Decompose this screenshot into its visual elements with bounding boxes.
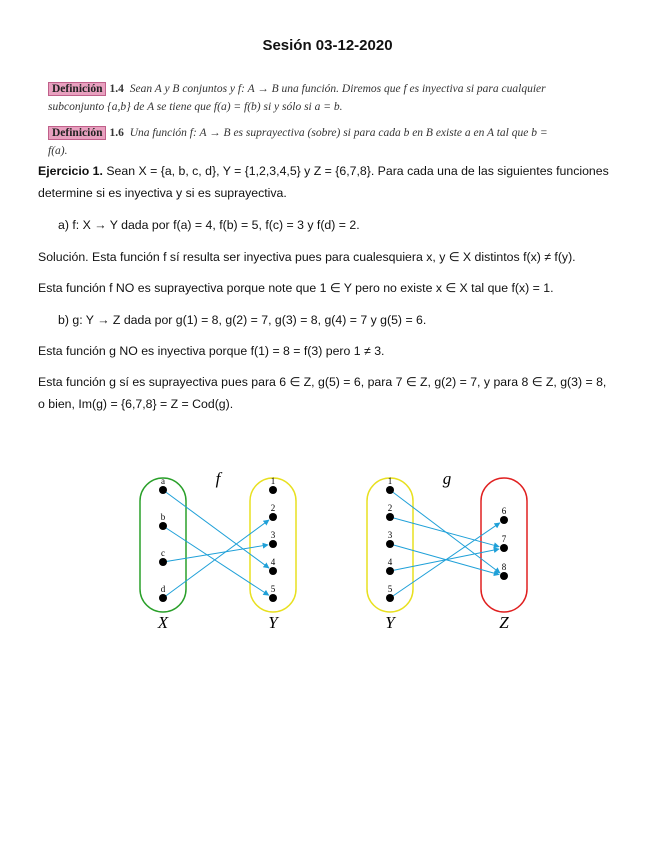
diagram-g-codomain-point-6: [500, 516, 508, 524]
diagram-f-codomain-label-2: 2: [270, 503, 276, 513]
diagram-g-domain-label-4: 4: [387, 557, 393, 567]
diagram-f-domain-set-label: X: [157, 613, 169, 632]
diagram-g-domain-label-1: 1: [387, 476, 393, 486]
diagram-f-domain-label-d: d: [160, 584, 166, 594]
definition-badge: Definición: [48, 82, 106, 96]
diagram-g-domain-label-3: 3: [387, 530, 393, 540]
definition-text-line2: f(a).: [48, 145, 68, 157]
exercise-intro-line1: Sean X = {a, b, c, d}, Y = {1,2,3,4,5} y Z = {6,7,8}. Para cada una de las siguientes funciones: [106, 164, 609, 178]
definition-text-line1: Sean A y B conjuntos y f: A → B una función. Diremos que f es inyectiva si para cualquier: [129, 83, 546, 95]
solution-b-injective: Esta función g NO es inyectiva porque f(1) = 8 = f(3) pero 1 ≠ 3.: [38, 344, 385, 358]
definition-text-line2: subconjunto {a,b} de A se tiene que f(a) = f(b) si y sólo si a = b.: [48, 101, 343, 113]
diagram-g-codomain-point-8: [500, 572, 508, 580]
diagram-g-codomain-label-8: 8: [501, 562, 507, 572]
solution-b-line2: o bien, Im(g) = {6,7,8} = Z = Cod(g).: [38, 397, 234, 411]
diagram-g-domain-point-2: [386, 513, 394, 521]
diagram-f-domain-point-b: [159, 522, 167, 530]
diagram-g-domain-point-4: [386, 567, 394, 575]
diagram-g-domain-point-5: [386, 594, 394, 602]
exercise-item-b: b) g: Y → Z dada por g(1) = 8, g(2) = 7, g(3) = 8, g(4) = 7 y g(5) = 6.: [58, 313, 427, 327]
diagram-g-domain-point-3: [386, 540, 394, 548]
exercise-intro-line2: determine si es inyectiva y si es suprayectiva.: [38, 186, 287, 200]
diagram-g-codomain-point-7: [500, 544, 508, 552]
diagram-f-codomain-point-3: [269, 540, 277, 548]
definition-number: 1.4: [109, 83, 124, 95]
diagram-f-codomain-point-5: [269, 594, 277, 602]
exercise-label: Ejercicio 1.: [38, 164, 103, 178]
diagram-f-domain-point-c: [159, 558, 167, 566]
diagram-f-domain-label-c: c: [161, 548, 165, 558]
exercise-item-a: a) f: X → Y dada por f(a) = 4, f(b) = 5, f(c) = 3 y f(d) = 2.: [58, 218, 360, 232]
diagram-g-arrow-2-to-7: [387, 517, 499, 547]
diagram-g-arrow-3-to-8: [387, 544, 499, 575]
diagram-f-codomain-label-5: 5: [270, 584, 276, 594]
diagram-g-domain-label-2: 2: [387, 503, 393, 513]
diagram-f-codomain-label-3: 3: [270, 530, 276, 540]
diagram-f-domain-label-a: a: [161, 476, 165, 486]
diagram-f-codomain-label-1: 1: [270, 476, 276, 486]
diagram-g-title: g: [442, 469, 452, 488]
diagram-g-codomain-label-7: 7: [501, 534, 507, 544]
diagram-g-codomain-label-6: 6: [501, 506, 507, 516]
diagram-g-domain-label-5: 5: [387, 584, 393, 594]
page-title: Sesión 03-12-2020: [262, 37, 393, 54]
diagram-f-domain-point-d: [159, 594, 167, 602]
definition-text-line1: Una función f: A → B es suprayectiva (sobre) si para cada b en B existe a en A tal que b =: [129, 127, 548, 139]
diagram-g-domain-set-label: Y: [385, 613, 395, 632]
diagram-f-arrow-b-to-5: [160, 526, 269, 595]
diagram-f-arrow-a-to-4: [160, 490, 269, 568]
solution-b-line1: Esta función g sí es suprayectiva pues para 6 ∈ Z, g(5) = 6, para 7 ∈ Z, g(2) = 7, y para 8 ∈ Z, g(3) = 8,: [38, 375, 607, 389]
diagram-f-codomain-point-2: [269, 513, 277, 521]
diagram-f-codomain-label-4: 4: [270, 557, 276, 567]
diagram-g-codomain-set-label: Z: [499, 613, 509, 632]
diagram-g-domain-point-1: [386, 486, 394, 494]
definition-number: 1.6: [109, 127, 124, 139]
diagram-f-title: f: [215, 469, 221, 488]
diagram-f-domain-label-b: b: [160, 512, 166, 522]
diagram-f-codomain-point-4: [269, 567, 277, 575]
solution-a-injective: Solución. Esta función f sí resulta ser inyectiva pues para cualesquiera x, y ∈ X distintos f(x) ≠ f(y).: [38, 250, 576, 264]
solution-a-surjective: Esta función f NO es suprayectiva porque note que 1 ∈ Y pero no existe x ∈ X tal que f(x) = 1.: [38, 281, 554, 295]
definition-badge: Definición: [48, 126, 106, 140]
diagram-f-codomain-set-label: Y: [268, 613, 278, 632]
diagram-f-domain-point-a: [159, 486, 167, 494]
diagram-f-codomain-point-1: [269, 486, 277, 494]
